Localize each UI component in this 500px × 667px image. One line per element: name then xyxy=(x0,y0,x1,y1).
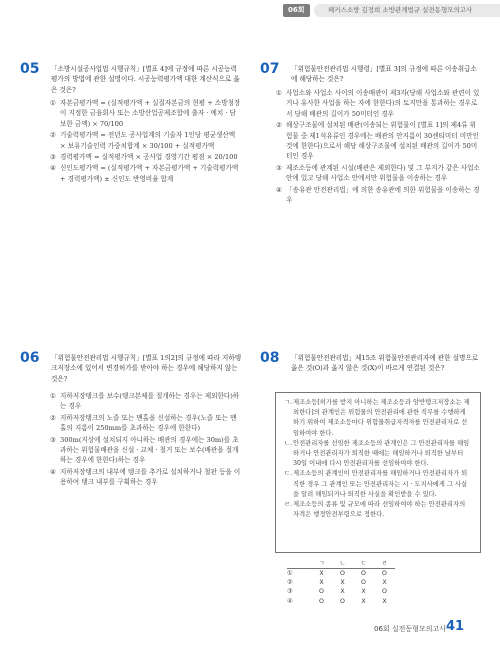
answer-option-row[interactable]: ④ O O X X xyxy=(287,598,387,606)
question-08 xyxy=(260,350,482,393)
exam-round-badge: 06회 xyxy=(283,4,310,17)
statement-item: ㄴ. 안전관리자를 선임한 제조소등의 관계인은 그 안전관리자를 해임하거나 안전관리자가 퇴직한 때에는 해임하거나 퇴직한 날부터 30일 이내에 다시 안전관리자를 선임하여야 한다. xyxy=(284,439,470,468)
running-header xyxy=(0,0,500,22)
option-3[interactable]: ③ 제조소등에 관계된 시설(배관은 제외한다) 및 그 부지가 같은 사업소 안에 있고 당해 사업소 안에서만 위험물을 이송하는 경우 xyxy=(276,163,480,183)
answer-option-row[interactable]: ② X X O X xyxy=(287,578,387,586)
option-1[interactable]: ① 자본금평가액 = (실적평가액 + 실질자본금의 현평 + 소방청장이 지정한 금융회사 또는 소방산업공제조합에 출자 · 예치 · 담보한 금액) × 70/100 xyxy=(50,99,241,128)
answer-table xyxy=(287,557,395,606)
option-3[interactable]: ③ 300m(지상에 설치되지 아니하는 배관의 경우에는 30m)를 초과하는 위험물배관을 신설 · 교체 · 철거 또는 보수(배관을 절개하는 경우에 한한다)하는 경우 xyxy=(50,435,239,465)
statement-box xyxy=(275,392,481,553)
option-3[interactable]: ③ 경력평가액 = 실적평가액 × 공사업 경영기간 평점 × 20/100 xyxy=(50,153,238,162)
question-06 xyxy=(20,350,242,543)
question-number: 05 xyxy=(20,61,40,77)
statement-item: ㄹ. 제조소등의 종류 및 규모에 따라 선임하여야 하는 안전관리자의 자격은 행정안전부령으로 정한다. xyxy=(284,501,466,519)
option-list xyxy=(50,391,242,489)
option-2[interactable]: ② 기술력평가액 = 전년도 공사업계의 기술자 1인당 평균생산액 × 보유기술인력 가중치합계 × 30/100 + 실적평가액 xyxy=(50,131,236,150)
option-list xyxy=(50,98,242,185)
question-stem: 「위험물안전관리법」제15조 위험물안전관리자에 관한 설명으로 옳은 것(O)과 옳지 않은 것(X)이 바르게 연결된 것은? xyxy=(291,354,479,373)
option-list xyxy=(276,88,482,206)
question-05 xyxy=(20,61,242,254)
option-4[interactable]: ④ 지하저장탱크의 내부에 탱크를 추가로 설치하거나 철판 등을 이용하여 탱크 내부를 구획하는 경우 xyxy=(50,467,241,487)
statement-item: ㄱ. 제조소등[허가를 받지 아니하는 제조소등과 암반탱크저장소는 제외한다]의 관계인은 위험물의 안전관리에 관한 직무를 수행하게 하기 위하여 제조소등마다 위험물취급자격자를 안전관리자로 선임하여야 한다. xyxy=(284,399,470,437)
question-number: 06 xyxy=(20,350,40,366)
answer-table-header: ㄱ ㄴ ㄷ ㄹ xyxy=(287,557,395,568)
footer-label: 06회 실전동형모의고사 xyxy=(374,625,446,633)
page-number: 41 xyxy=(446,619,465,634)
question-stem: 「위험물안전관리법 시행규칙」[별표 1의2]의 규정에 따라 지하탱크저장소에 있어서 변경허가를 받아야 하는 경우에 해당하지 않는 것은? xyxy=(51,354,242,383)
question-stem: 「위험물안전관리법 시행령」[별표 3]의 규정에 따른 이송취급소에 해당하는 것은? xyxy=(291,65,477,84)
option-2[interactable]: ② 해상구조물에 설치된 배관(이송되는 위험물이 [별표 1]의 제4류 위험물 중 제1석유류인 경우에는 배관의 안지름이 30센티미터 미만인 것에 한한다)으로서 해당 해상구조물에 설치된 배관의 길이가 50미터인 경우 xyxy=(276,121,479,161)
question-07 xyxy=(260,61,482,264)
answer-option-row[interactable]: ① X O O O xyxy=(287,569,387,577)
option-4[interactable]: ④ 「송유관 안전관리법」에 의한 송유관에 의한 위험물을 이송하는 경우 xyxy=(276,185,480,205)
running-title: 해커스소방 김정희 소방관계법규 실전동형모의고사 xyxy=(328,6,473,14)
question-number: 08 xyxy=(260,350,280,366)
question-stem: 「소방시설공사업법 시행규칙」[별표 4]에 규정에 따른 시공능력 평가의 방법에 관한 설명이다. 시공능력평가액 대한 계산식으로 옳은 것은? xyxy=(51,65,240,94)
option-2[interactable]: ② 지하저장탱크의 노즐 또는 맨홀을 신설하는 경우(노즐 또는 맨홀의 지름이 250mm를 초과하는 경우에 한한다) xyxy=(50,413,237,433)
option-1[interactable]: ① 지하저장탱크를 보수(탱크본체를 절개하는 경우는 제외한다)하는 경우 xyxy=(50,392,240,411)
statement-item: ㄷ. 제조소등의 관계인이 안전관리자를 해임하거나 안전관리자가 퇴직한 경우 그 관계인 또는 안전관리자는 시 · 도지사에게 그 사실을 알려 해임되거나 퇴직한 사실을 확인받을 수 있다. xyxy=(284,470,468,498)
answer-option-row[interactable]: ③ O X X O xyxy=(287,588,387,596)
option-4[interactable]: ④ 신인도평가액 = (실적평가액 + 자본금평가액 + 기술력평가액 + 경력평가액) ± 신인도 반영비율 합계 xyxy=(50,164,239,183)
option-1[interactable]: ① 사업소와 사업소 사이의 이송배관이 제3자(당해 사업소와 관련이 있거나 유사한 사업을 하는 자에 한한다)의 토지만을 통과하는 경우로서 당해 배관의 길이가 50미터인 경우 xyxy=(276,89,480,118)
question-number: 07 xyxy=(260,61,280,77)
